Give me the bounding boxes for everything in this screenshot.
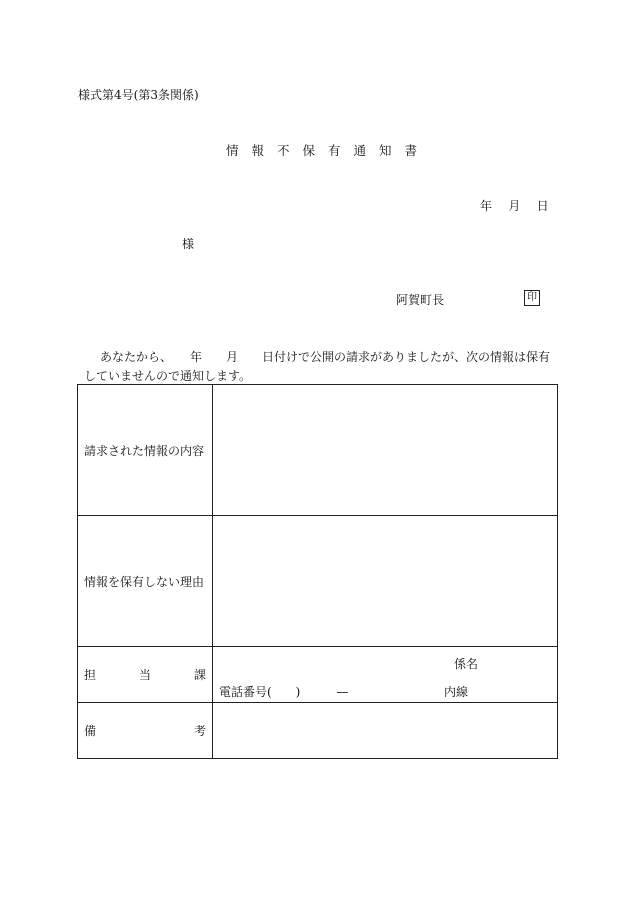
department-label	[78, 666, 212, 683]
reason-label: 情報を保有しない理由	[84, 574, 205, 589]
reason-field[interactable]	[213, 516, 558, 647]
remarks-label	[78, 722, 212, 739]
department-field[interactable]	[213, 647, 558, 703]
issuer-name: 阿賀町長	[396, 293, 445, 307]
date-line: 年 月 日	[480, 199, 549, 213]
form-number: 様式第4号(第3条関係)	[78, 88, 199, 102]
department-label-char-1: 担	[84, 668, 97, 682]
remarks-label-char-1: 備	[84, 724, 97, 738]
label-cell-department	[78, 647, 213, 703]
remarks-field[interactable]	[213, 703, 558, 759]
phone-number-label: 電話番号( ) —	[219, 685, 349, 699]
section-name-label: 係名	[454, 657, 479, 671]
department-label-char-2: 当	[138, 668, 151, 682]
table-row-remarks	[78, 703, 558, 759]
seal-mark: 印	[524, 290, 540, 306]
table-row-reason	[78, 516, 558, 647]
table-row-requested-content	[78, 385, 558, 516]
requested-content-label: 請求された情報の内容	[84, 443, 205, 458]
remarks-label-char-2: 考	[193, 724, 206, 738]
body-text-line-1: あなたから、 年 月 日付けで公開の請求がありましたが、次の情報は保有	[100, 350, 551, 364]
document-title: 情 報 不 保 有 通 知 書	[226, 143, 418, 158]
label-cell-remarks	[78, 703, 213, 759]
label-cell-reason	[78, 516, 213, 647]
addressee-honorific: 様	[182, 237, 195, 251]
label-cell-requested-content	[78, 385, 213, 516]
department-label-char-3: 課	[193, 668, 206, 682]
notice-table	[77, 384, 558, 759]
requested-content-field[interactable]	[213, 385, 558, 516]
table-row-department	[78, 647, 558, 703]
extension-label: 内線	[444, 685, 469, 699]
body-text-line-2: していませんので通知します。	[84, 369, 252, 383]
